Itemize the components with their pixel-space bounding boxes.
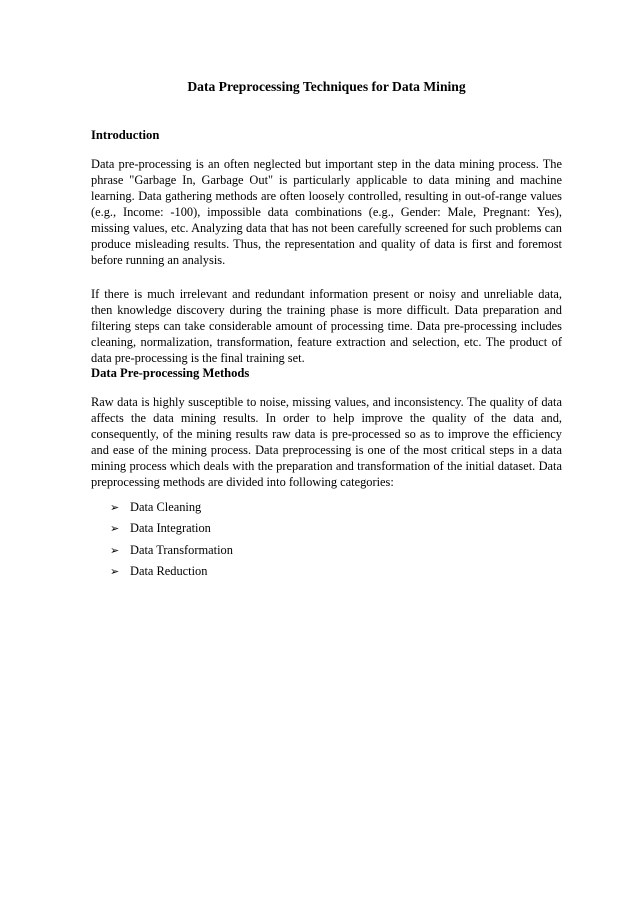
intro-paragraph-2: If there is much irrelevant and redundant information present or noisy and unreliable data, then knowledge discovery during the training phase is more difficult. Data preparation and filtering steps can take considerable amount of processing time. Data pre-processing includes cleaning, normalization, transformation, feature extraction and selection, etc. The product of data pre-processing is the final training set. <box>91 287 562 366</box>
methods-paragraph: Raw data is highly susceptible to noise, missing values, and inconsistency. The quality of data affects the data mining results. In order to help improve the quality of the data and, consequently, of the mining results raw data is pre-processed so as to improve the efficiency and ease of the mining process. Data preprocessing is one of the most critical steps in a data mining process which deals with the preparation and transformation of the initial dataset. Data preprocessing methods are divided into following categories: <box>91 395 562 490</box>
section-heading-introduction: Introduction <box>91 128 160 142</box>
list-item <box>110 561 233 582</box>
list-item-label: Data Reduction <box>130 564 208 579</box>
document-title: Data Preprocessing Techniques for Data Mining <box>187 79 466 94</box>
list-item <box>110 497 233 518</box>
list-item <box>110 540 233 561</box>
list-item-label: Data Transformation <box>130 542 233 557</box>
list-item <box>110 518 233 539</box>
intro-paragraph-1: Data pre-processing is an often neglected but important step in the data mining process. The phrase "Garbage In, Garbage Out" is particularly applicable to data mining and machine learning. Data gathering methods are often loosely controlled, resulting in out-of-range values (e.g., Income: -100), impossible data combinations (e.g., Gender: Male, Pregnant: Yes), missing values, etc. Analyzing data that has not been carefully screened for such problems can produce misleading results. Thus, the representation and quality of data is first and foremost before running an analysis. <box>91 157 562 268</box>
list-item-label: Data Integration <box>130 521 211 536</box>
arrowhead-bullet-icon: ➢ <box>110 502 120 515</box>
arrowhead-bullet-icon: ➢ <box>110 566 120 579</box>
list-item-label: Data Cleaning <box>130 500 202 515</box>
methods-list <box>110 497 233 582</box>
section-heading-methods: Data Pre-processing Methods <box>91 366 250 380</box>
arrowhead-bullet-icon: ➢ <box>110 544 120 557</box>
arrowhead-bullet-icon: ➢ <box>110 523 120 536</box>
